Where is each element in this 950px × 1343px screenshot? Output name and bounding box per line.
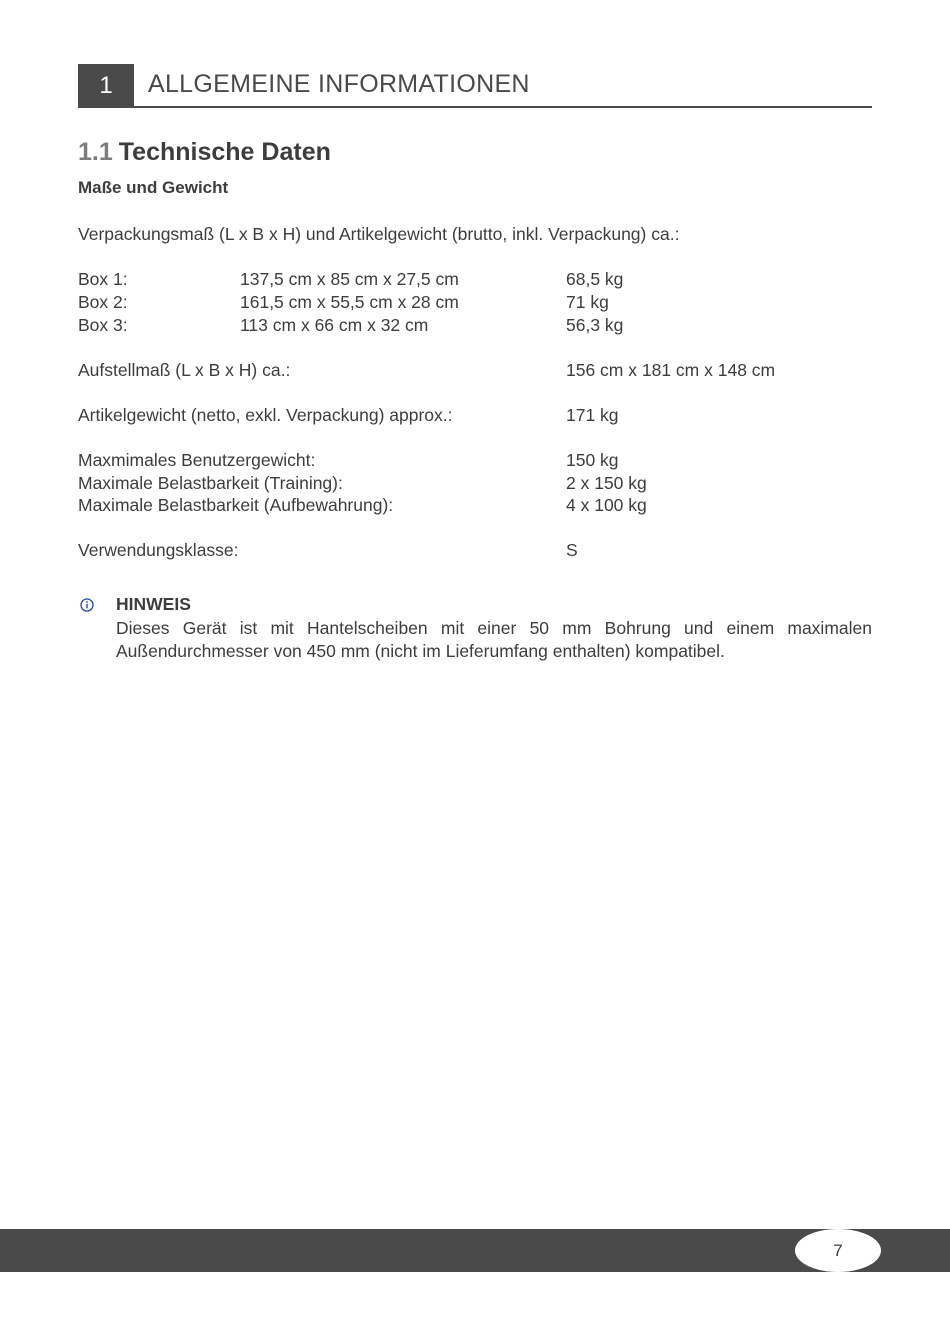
chapter-header [78, 64, 872, 108]
note-title: HINWEIS [116, 594, 191, 614]
note-text: Dieses Gerät ist mit Hantelscheiben mit einer 50 mm Bohrung und einem maximalen Außendurchmesser von 450 mm (nicht im Lieferumfang enthalten) kompatibel. [116, 618, 872, 661]
intro-text: Verpackungsmaß (L x B x H) und Artikelgewicht (brutto, inkl. Verpackung) ca.: [78, 224, 680, 244]
box-weight: 56,3 kg [566, 315, 624, 335]
info-icon [80, 598, 94, 612]
spec-value: 171 kg [566, 405, 619, 425]
subheading: Maße und Gewicht [78, 178, 229, 197]
page-number: 7 [795, 1229, 881, 1272]
section-title: Technische Daten [118, 138, 331, 166]
spec-label: Maxmimales Benutzergewicht: [78, 450, 316, 470]
box-label: Box 1: [78, 269, 128, 289]
section-number: 1.1 [78, 138, 113, 166]
spec-label: Maximale Belastbarkeit (Training): [78, 473, 343, 493]
box-dimensions: 137,5 cm x 85 cm x 27,5 cm [240, 269, 459, 289]
spec-value: 156 cm x 181 cm x 148 cm [566, 360, 776, 380]
chapter-rule [134, 106, 872, 108]
chapter-title: ALLGEMEINE INFORMATIONEN [148, 70, 530, 98]
box-dimensions: 113 cm x 66 cm x 32 cm [240, 315, 429, 335]
box-weight: 68,5 kg [566, 269, 624, 289]
box-weight: 71 kg [566, 292, 609, 312]
spec-value: 4 x 100 kg [566, 495, 647, 515]
spec-label: Verwendungsklasse: [78, 540, 239, 560]
chapter-number: 1 [78, 64, 134, 108]
box-dimensions: 161,5 cm x 55,5 cm x 28 cm [240, 292, 459, 312]
spec-value: 2 x 150 kg [566, 473, 647, 493]
spec-label: Aufstellmaß (L x B x H) ca.: [78, 360, 291, 380]
section-heading [78, 138, 331, 167]
box-label: Box 3: [78, 315, 128, 335]
spec-label: Maximale Belastbarkeit (Aufbewahrung): [78, 495, 394, 515]
spec-value: S [566, 540, 578, 560]
spec-value: 150 kg [566, 450, 619, 470]
box-label: Box 2: [78, 292, 128, 312]
spec-label: Artikelgewicht (netto, exkl. Verpackung) approx.: [78, 405, 453, 425]
